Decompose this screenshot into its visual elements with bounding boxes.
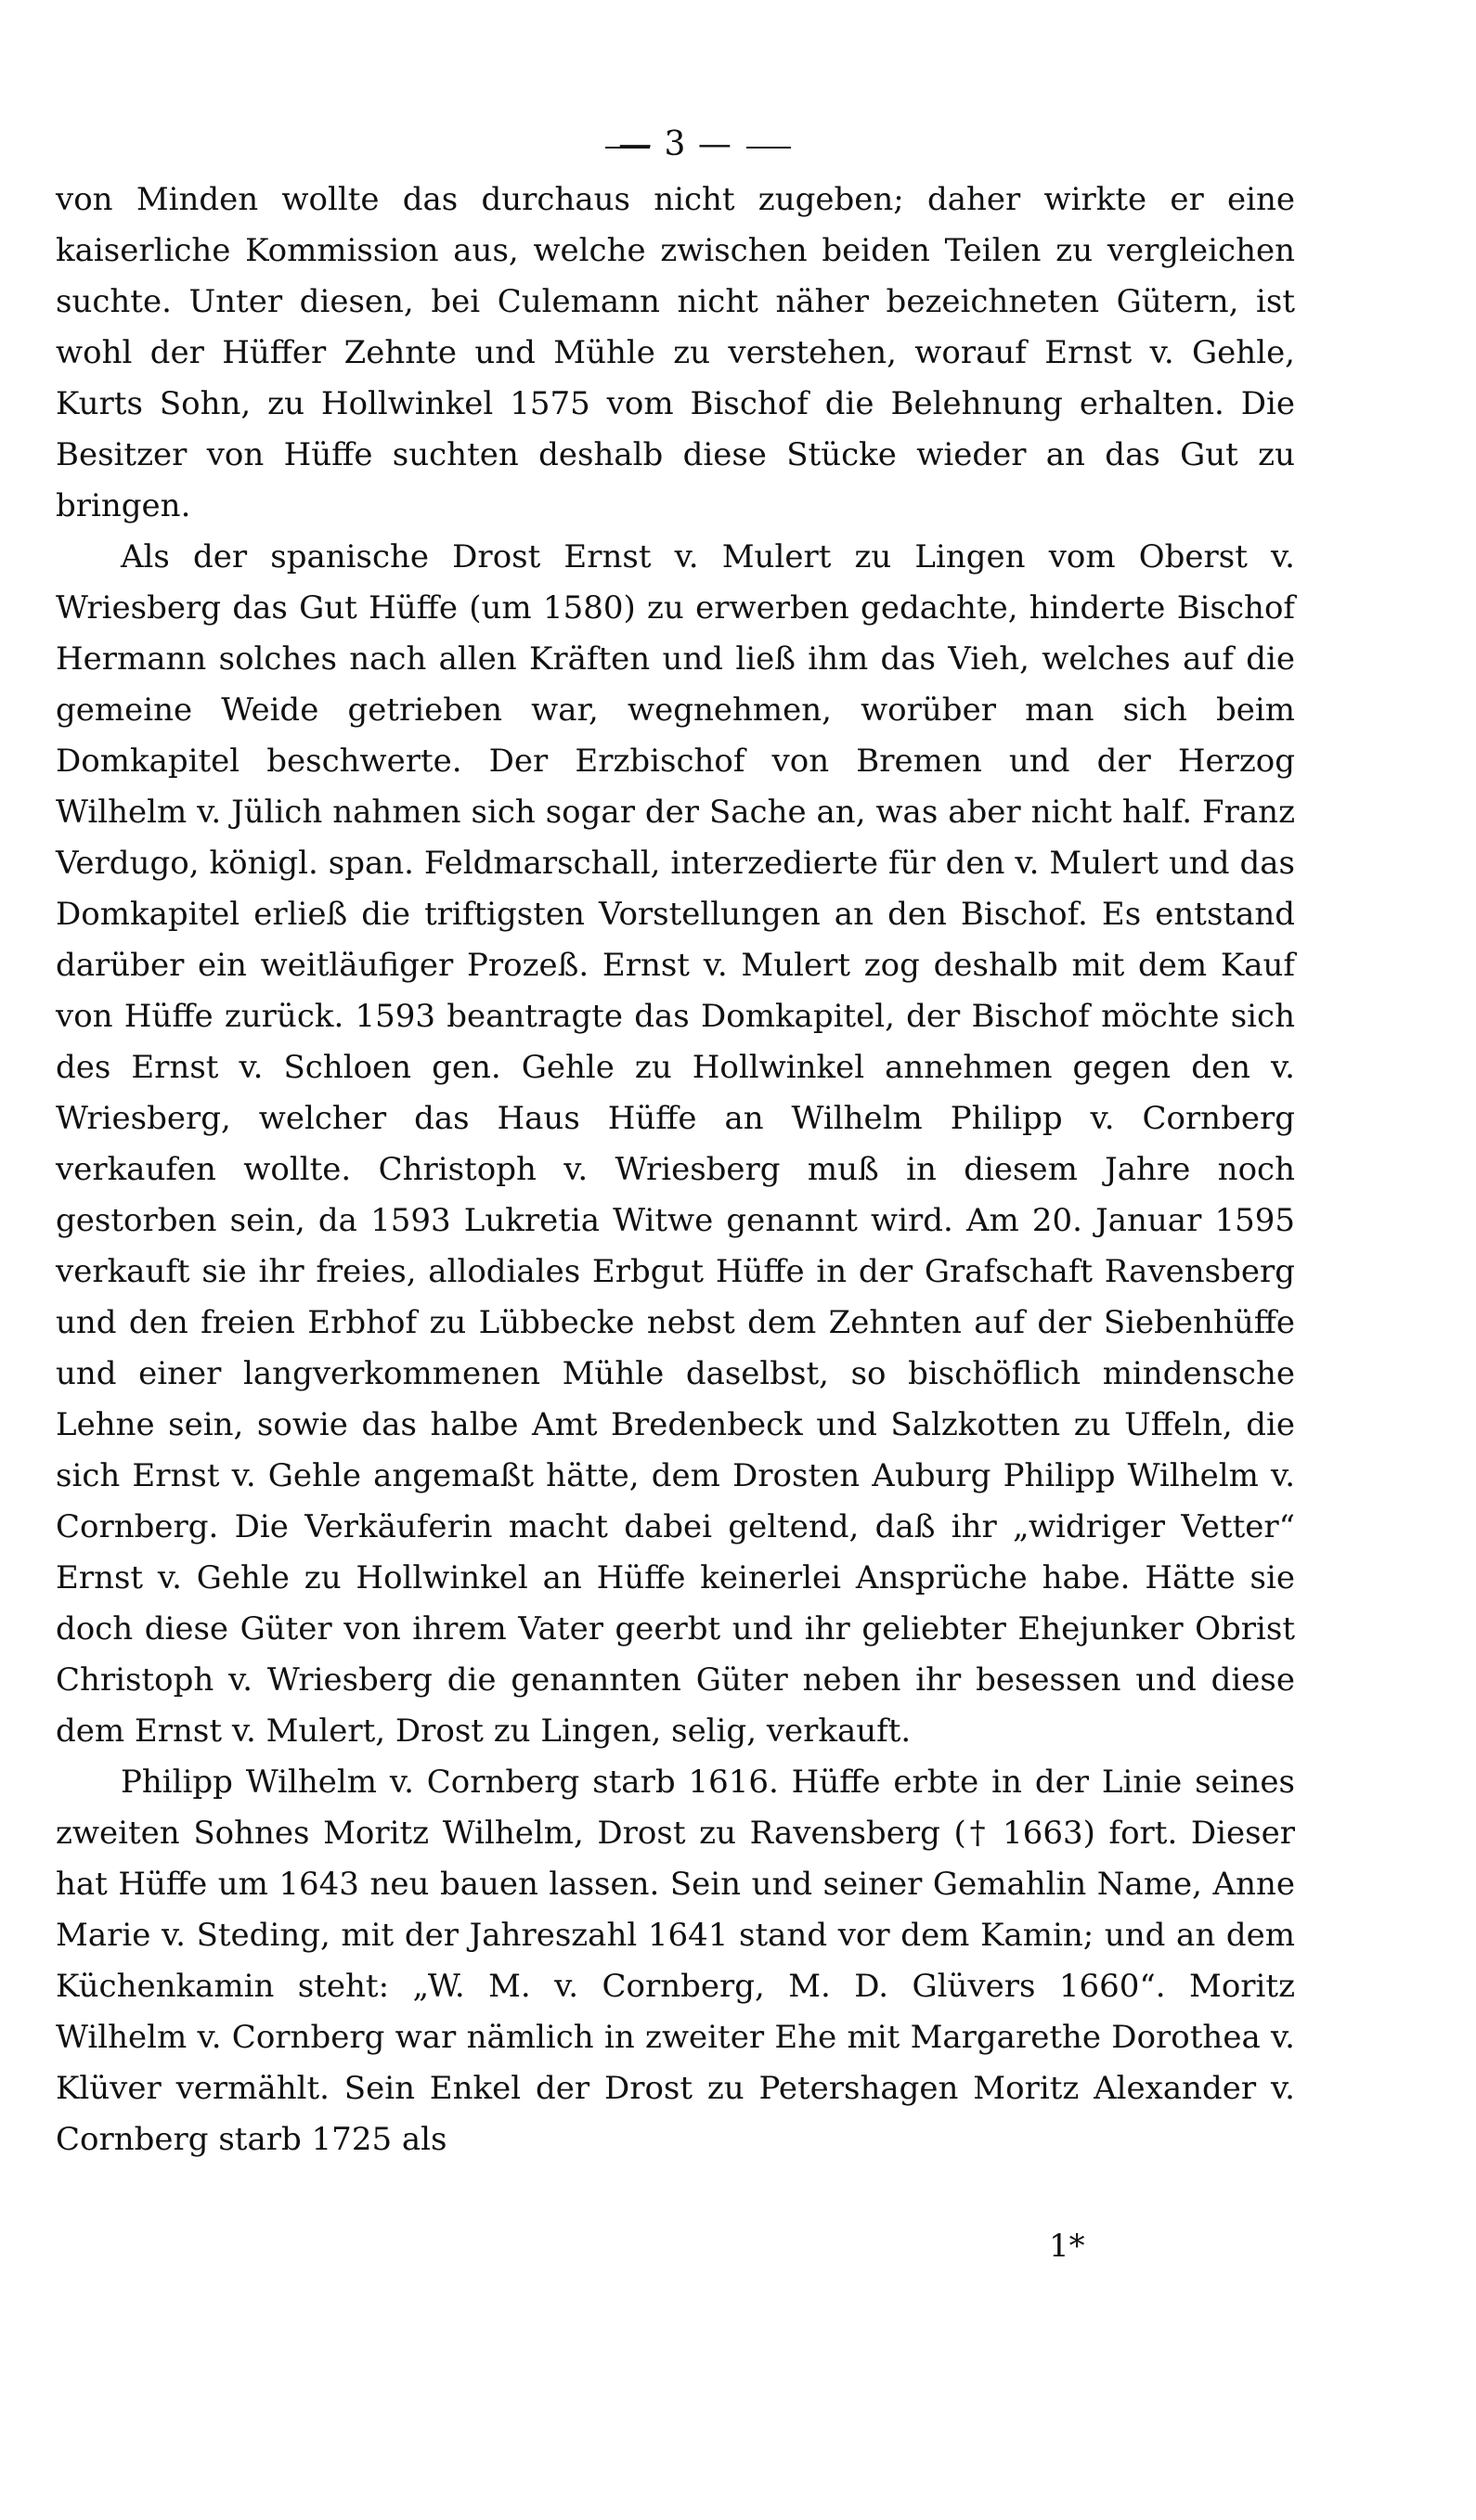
page-number: — 3 —	[618, 125, 732, 163]
page-footer	[56, 2223, 1295, 2269]
paragraph-1: von Minden wollte das durchaus nicht zugeben; daher wirkte er eine kaiserliche Kommission aus, welche zwischen beiden Teilen zu vergleichen suchte. Unter diesen, bei Culemann nicht näher bezeichneten Gütern, ist wohl der Hüffer Zehnte und Mühle zu verstehen, worauf Ernst v. Gehle, Kurts Sohn, zu Hollwinkel 1575 vom Bischof die Belehnung erhalten. Die Besitzer von Hüffe suchten deshalb diese Stücke wieder an das Gut zu bringen.	[56, 181, 1295, 524]
page-header	[56, 121, 1295, 169]
paragraph-2: Als der spanische Drost Ernst v. Mulert zu Lingen vom Oberst v. Wriesberg das Gut Hüffe (um 1580) zu erwerben gedachte, hinderte Bischof Hermann solches nach allen Kräften und ließ ihm das Vieh, welches auf die gemeine Weide getrieben war, wegnehmen, worüber man sich beim Domkapitel beschwerte. Der Erzbischof von Bremen und der Herzog Wilhelm v. Jülich nahmen sich sogar der Sache an, was aber nicht half. Franz Verdugo, königl. span. Feldmarschall, interzedierte für den v. Mulert und das Domkapitel erließ die triftigsten Vorstellungen an den Bischof. Es entstand darüber ein weitläufiger Prozeß. Ernst v. Mulert zog deshalb mit dem Kauf von Hüffe zurück. 1593 beantragte das Domkapitel, der Bischof möchte sich des Ernst v. Schloen gen. Gehle zu Hollwinkel annehmen gegen den v. Wriesberg, welcher das Haus Hüffe an Wilhelm Philipp v. Cornberg verkaufen wollte. Christoph v. Wriesberg muß in diesem Jahre noch gestorben sein, da 1593 Lukretia Witwe genannt wird. Am 20. Januar 1595 verkauft sie ihr freies, allodiales Erbgut Hüffe in der Grafschaft Ravensberg und den freien Erbhof zu Lübbecke nebst dem Zehnten auf der Siebenhüffe und einer langverkommenen Mühle daselbst, so bischöflich mindensche Lehne sein, sowie das halbe Amt Bredenbeck und Salzkotten zu Uffeln, die sich Ernst v. Gehle angemaßt hätte, dem Drosten Auburg Philipp Wilhelm v. Cornberg. Die Verkäuferin macht dabei geltend, daß ihr „widriger Vetter“ Ernst v. Gehle zu Hollwinkel an Hüffe keinerlei Ansprüche habe. Hätte sie doch diese Güter von ihrem Vater geerbt und ihr geliebter Ehejunker Obrist Christoph v. Wriesberg die genannten Güter neben ihr besessen und diese dem Ernst v. Mulert, Drost zu Lingen, selig, verkauft.	[56, 538, 1295, 1750]
signature-mark: 1*	[1049, 2228, 1085, 2265]
book-page	[56, 121, 1295, 2460]
right-header-rule	[746, 147, 791, 149]
page-body	[56, 174, 1295, 2165]
paragraph-3: Philipp Wilhelm v. Cornberg starb 1616. Hüffe erbte in der Linie seines zweiten Sohnes Moritz Wilhelm, Drost zu Ravensberg († 1663) fort. Dieser hat Hüffe um 1643 neu bauen lassen. Sein und seiner Gemahlin Name, Anne Marie v. Steding, mit der Jahreszahl 1641 stand vor dem Kamin; und an dem Küchenkamin steht: „W. M. v. Cornberg, M. D. Glüvers 1660“. Moritz Wilhelm v. Cornberg war nämlich in zweiter Ehe mit Margarethe Dorothea v. Klüver vermählt. Sein Enkel der Drost zu Petershagen Moritz Alexander v. Cornberg starb 1725 als	[56, 1764, 1295, 2158]
